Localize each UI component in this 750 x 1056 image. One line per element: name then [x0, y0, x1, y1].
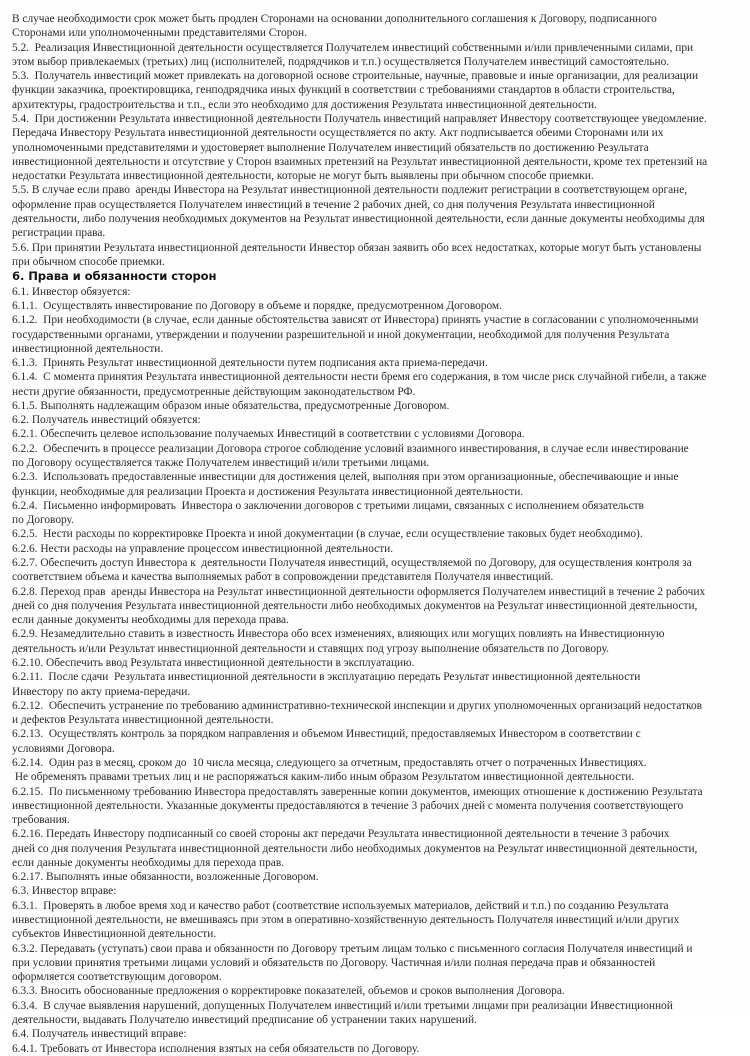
text-line: 6.2.7. Обеспечить доступ Инвестора к деятельности Получателя инвестиций, осуществляемой по Договору, для осуществления контроля за	[12, 557, 692, 569]
text-line: 6.3.3. Вносить обоснованные предложения о корректировке показателей, объемов и сроков выполнения Договора.	[12, 985, 565, 998]
text-line: 6.2.2. Обеспечить в процессе реализации Договора строгое соблюдение условий взаимного инвестирования, в случае если инвестирование	[12, 442, 689, 455]
text-line: Сторонами или уполномоченными представителями Сторон.	[12, 27, 307, 40]
text-line: 5.3. Получатель инвестиций может привлекать на договорной основе строительные, научные, правовые и иные организации, для реализации	[12, 70, 699, 83]
text-line: 6.1.4. С момента принятия Результата инвестиционной деятельности нести бремя его содержания, в том числе риск случайной гибели, а также	[12, 371, 707, 384]
text-line: 5.5. В случае если право аренды Инвестора на Результат инвестиционной деятельности подлежит регистрации в соответствующем органе,	[12, 184, 688, 197]
text-line: архитектуры, градостроительства и т.п., если это необходимо для достижения Результата инвестиционной деятельности.	[12, 98, 597, 111]
text-line: оформление прав осуществляется Получателем инвестиций в течение 2 рабочих дней, со дня получения Результата инвестиционной	[12, 198, 655, 211]
text-line: Не обременять правами третьих лиц и не распоряжаться каким-либо иным образом Результатом инвестиционной деятельности.	[12, 771, 635, 784]
text-line: деятельности, выдавать Получателю инвестиций предписание об устранении таких нарушений.	[12, 1014, 477, 1026]
text-line: при обычном способе приемки.	[12, 255, 165, 268]
text-line: 6.2.17. Выполнять иные обязанности, возложенные Договором.	[12, 871, 319, 884]
text-line: при условии принятия третьими лицами условий и обязательств по Договору. Частичная и/или полная передача прав и обязанностей	[12, 956, 656, 969]
text-line: 6.2.13. Осуществлять контроль за порядком направления и объемом Инвестиций, предоставляемых Инвестором в соответствии с	[12, 728, 641, 741]
text-line: нести другие обязанности, предусмотренные действующим законодательством РФ.	[12, 385, 416, 398]
text-line: условиями Договора.	[12, 742, 115, 755]
section-heading: 6. Права и обязанности сторон	[12, 269, 217, 284]
text-line: 6.3.2. Передавать (уступать) свои права и обязанности по Договору третьим лицам только с письменного согласия Получателя инвестиций и	[12, 942, 693, 955]
text-line: 6.1.5. Выполнять надлежащим образом иные обязательства, предусмотренные Договором.	[12, 399, 450, 412]
text-line: 6.2.5. Нести расходы по корректировке Проекта и иной документации (в случае, если осуществление таковых будет необходимо).	[12, 528, 643, 541]
text-line: оформляется соответствующим договором.	[12, 971, 222, 984]
text-line: деятельности, либо получения необходимых документов на Результат инвестиционной деятельности, если данные документы необходимы для	[12, 212, 705, 225]
text-line: 6.2.12. Обеспечить устранение по требованию административно-технической инспекции и других уполномоченных организаций недостатков	[12, 699, 703, 712]
text-line: 6.2.10. Обеспечить ввод Результата инвестиционной деятельности в эксплуатацию.	[12, 656, 415, 669]
text-line: по Договору осуществляется также Получателем инвестиций и/или третьими лицами.	[12, 457, 430, 470]
text-line: инвестиционной деятельности и отсутствие у Сторон взаимных претензий на Результат инвестиционной деятельности, кроме тех претензий на	[12, 155, 708, 168]
text-line: функции заказчика, проектировщика, генподрядчика иных функций в соответствии с требованиями стандартов в области строительства,	[12, 84, 675, 97]
text-line: функции, необходимые для реализации Проекта и достижения Результата инвестиционной деятельности.	[12, 485, 524, 498]
text-line: государственными органами, утверждении и получении разрешительной и иной документации, необходимой для получения Результата	[12, 328, 670, 341]
text-line: 6.1.3. Принять Результат инвестиционной деятельности путем подписания акта приема-передачи.	[12, 357, 488, 370]
text-line: и дефектов Результата инвестиционной деятельности.	[12, 714, 274, 727]
text-line: если данные документы необходимы для перехода прав.	[12, 856, 285, 869]
text-line: субъектов Инвестиционной деятельности.	[12, 928, 217, 941]
text-line: дней со дня получения Результата инвестиционной деятельности либо необходимых документов на Результат инвестиционной деятельности,	[12, 599, 698, 612]
text-line: этом выбор привлекаемых (третьих) лиц (исполнителей, подрядчиков и т.п.) осуществляется Получателем инвестиций самостоятельно.	[12, 55, 670, 68]
text-line: 6.2.14. Один раз в месяц, сроком до 10 числа месяца, следующего за отчетным, предоставлять отчет о потраченных Инвестициях.	[12, 756, 647, 769]
text-line: 5.4. При достижении Результата инвестиционной деятельности Получатель инвестиций направляет Инвестору соответствующее уведомление.	[12, 112, 707, 125]
text-line: недостатки Результата инвестиционной деятельности, которые не могут быть выявлены при обычном способе приемки.	[12, 170, 594, 183]
text-line: 6.2.8. Переход прав аренды Инвестора на Результат инвестиционной деятельности оформляется Получателем инвестиций в течение 2 рабочих	[12, 585, 706, 598]
document-text-body	[12, 12, 739, 1056]
text-line: В случае необходимости срок может быть продлен Сторонами на основании дополнительного соглашения к Договору, подписанного	[12, 13, 657, 25]
text-line: дней со дня получения Результата инвестиционной деятельности либо необходимых документов на Результат инвестиционной деятельности,	[12, 842, 698, 855]
text-line: инвестиционной деятельности, не вмешиваясь при этом в оперативно-хозяйственную деятельность Получателя инвестиций и/или других	[12, 914, 680, 927]
text-line: регистрации права.	[12, 227, 106, 240]
text-line: 6.1.2. При необходимости (в случае, если данные обстоятельства зависят от Инвестора) принять участие в согласовании с уполномоченными	[12, 314, 699, 327]
text-line: 6.2.4. Письменно информировать Инвестора о заключении договоров с третьими лицами, связанных с исполнением обязательств	[12, 499, 644, 512]
text-line: если данные документы необходимы для перехода права.	[12, 614, 289, 627]
text-line: 6.4.1. Требовать от Инвестора исполнения взятых на себя обязательств по Договору.	[12, 1042, 420, 1055]
text-line: соответствием объема и качества выполняемых работ в сопровождении представителя Получателя инвестиций.	[12, 571, 554, 584]
text-line: 6.2.16. Передать Инвестору подписанный со своей стороны акт передачи Результата инвестиционной деятельности в течение 3 рабочих	[12, 828, 670, 841]
text-line: 5.2. Реализация Инвестиционной деятельности осуществляется Получателем инвестиций собственными и/или привлеченными силами, при	[12, 41, 694, 54]
text-line: требования.	[12, 814, 70, 827]
text-line: 6.4. Получатель инвестиций вправе:	[12, 1028, 187, 1041]
text-line: деятельность и/или Результат инвестиционной деятельности и ставящих под угрозу выполнение обязательств по Договору.	[12, 642, 609, 655]
text-line: Инвестору по акту приема-передачи.	[12, 685, 191, 698]
text-line: Передача Инвестору Результата инвестиционной деятельности осуществляется по акту. Акт подписывается обеими Сторонами или их	[12, 127, 664, 140]
text-line: инвестиционной деятельности.	[12, 342, 164, 355]
text-line: 6.2.15. По письменному требованию Инвестора предоставлять заверенные копии документов, имеющих отношение к достижению Результата	[12, 785, 703, 798]
text-line: 6.2.11. После сдачи Результата инвестиционной деятельности в эксплуатацию передать Результат инвестиционной деятельности	[12, 671, 641, 684]
text-line: 6.2. Получатель инвестиций обязуется:	[12, 414, 201, 427]
text-line: 5.6. При принятии Результата инвестиционной деятельности Инвестор обязан заявить обо всех недостатках, которые могут быть установлены	[12, 241, 702, 254]
text-line: по Договору.	[12, 514, 74, 527]
text-line: 6.2.1. Обеспечить целевое использование получаемых Инвестиций в соответствии с условиями Договора.	[12, 428, 525, 441]
text-line: 6.2.9. Незамедлительно ставить в известность Инвестора обо всех изменениях, влияющих или могущих повлиять на Инвестиционную	[12, 628, 665, 641]
text-line: 6.3. Инвестор вправе:	[12, 885, 117, 898]
text-line: 6.1. Инвестор обязуется:	[12, 285, 131, 298]
text-line: 6.1.1. Осуществлять инвестирование по Договору в объеме и порядке, предусмотренном Договором.	[12, 299, 502, 312]
text-line: 6.2.6. Нести расходы на управление процессом инвестиционной деятельности.	[12, 542, 394, 555]
text-line: уполномоченными представителями и удостоверяет выполнение Получателем инвестиций обязательств по достижению Результата	[12, 141, 649, 154]
text-line: инвестиционной деятельности. Указанные документы предоставляются в течение 3 рабочих дней с момента получения соответствующего	[12, 799, 684, 812]
text-line: 6.3.1. Проверять в любое время ход и качество работ (соответствие используемых материалов, действий и т.п.) по созданию Результата	[12, 899, 669, 912]
text-line: 6.2.3. Использовать предоставленные инвестиции для достижения целей, выполняя при этом организационные, обеспечивающие и иные	[12, 471, 679, 484]
text-line: 6.3.4. В случае выявления нарушений, допущенных Получателем инвестиций и/или третьими лицами при реализации Инвестиционной	[12, 999, 673, 1012]
